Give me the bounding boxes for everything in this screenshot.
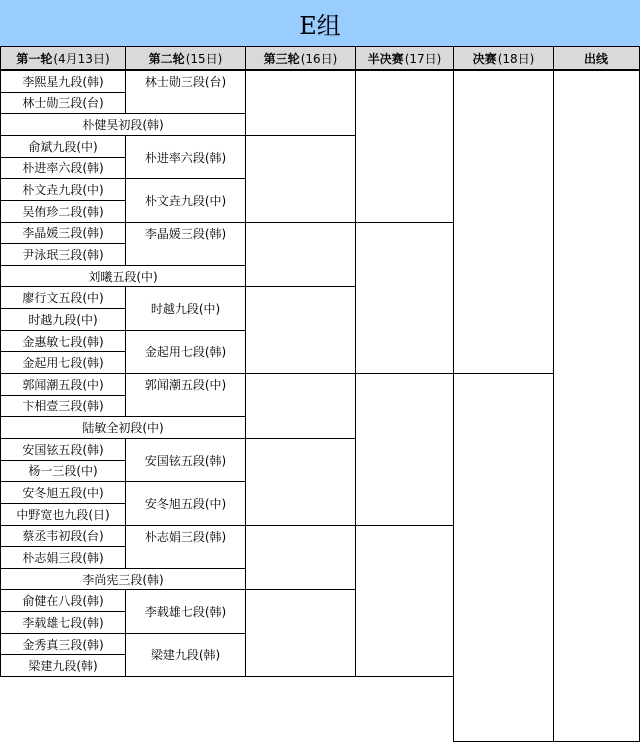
semifinal-cell (355, 373, 454, 526)
round3-cell (245, 70, 356, 136)
column-header-date: (15日) (185, 51, 223, 66)
player-cell: 金起用七段(韩) (0, 351, 126, 374)
winner-cell: 安国铉五段(韩) (125, 438, 246, 482)
column-header (453, 46, 554, 70)
group-title: E组 (0, 0, 640, 47)
column-header (0, 46, 126, 70)
round3-cell (245, 373, 356, 439)
player-cell: 梁建九段(韩) (0, 654, 126, 677)
column-header-title: 第二轮 (148, 51, 185, 66)
round3-cell (245, 438, 356, 526)
player-cell: 朴进率六段(韩) (0, 157, 126, 180)
column-header (355, 46, 454, 70)
bye-cell: 李尚宪三段(韩) (0, 568, 246, 591)
semifinal-cell (355, 525, 454, 678)
semifinal-cell (355, 222, 454, 375)
winner-cell: 李晶媛三段(韩) (125, 222, 246, 266)
player-cell: 俞健在八段(韩) (0, 589, 126, 612)
semifinal-cell (355, 70, 454, 223)
winner-cell: 李载雄七段(韩) (125, 589, 246, 633)
winner-cell: 时越九段(中) (125, 286, 246, 330)
column-header-title: 第三轮 (263, 51, 300, 66)
winner-cell: 朴文垚九段(中) (125, 178, 246, 222)
round3-cell (245, 286, 356, 374)
column-header-title: 第一轮 (16, 51, 53, 66)
column-header-date: (18日) (497, 51, 535, 66)
winner-cell: 林士勋三段(台) (125, 70, 246, 114)
player-cell: 时越九段(中) (0, 308, 126, 331)
winner-cell: 郭闻潮五段(中) (125, 373, 246, 417)
column-header (245, 46, 356, 70)
player-cell: 安国铉五段(韩) (0, 438, 126, 461)
player-cell: 林士勋三段(台) (0, 92, 126, 115)
player-cell: 金惠敏七段(韩) (0, 330, 126, 353)
player-cell: 金秀真三段(韩) (0, 633, 126, 656)
player-cell: 尹泳珉三段(韩) (0, 243, 126, 266)
column-header-title: 半决赛 (367, 51, 404, 66)
player-cell: 廖行文五段(中) (0, 286, 126, 309)
winner-cell: 朴志娟三段(韩) (125, 525, 246, 569)
final-cell (453, 373, 554, 742)
player-cell: 俞斌九段(中) (0, 135, 126, 158)
column-header (553, 46, 640, 70)
player-cell: 卞相壹三段(韩) (0, 395, 126, 418)
player-cell: 中野宽也九段(日) (0, 503, 126, 526)
round3-cell (245, 222, 356, 288)
player-cell: 李晶媛三段(韩) (0, 222, 126, 245)
round3-cell (245, 589, 356, 677)
player-cell: 吴侑珍二段(韩) (0, 200, 126, 223)
player-cell: 李载雄七段(韩) (0, 611, 126, 634)
player-cell: 安冬旭五段(中) (0, 481, 126, 504)
winner-cell: 朴进率六段(韩) (125, 135, 246, 179)
player-cell: 李熙星九段(韩) (0, 70, 126, 93)
bye-cell: 刘曦五段(中) (0, 265, 246, 288)
bye-cell: 朴健昊初段(韩) (0, 113, 246, 136)
final-cell (453, 70, 554, 374)
column-header-title: 决赛 (472, 51, 497, 66)
column-header-date: (16日) (300, 51, 338, 66)
player-cell: 杨一三段(中) (0, 460, 126, 483)
player-cell: 郭闻潮五段(中) (0, 373, 126, 396)
round3-cell (245, 525, 356, 591)
bye-cell: 陆敏全初段(中) (0, 416, 246, 439)
player-cell: 朴文垚九段(中) (0, 178, 126, 201)
player-cell: 蔡丞韦初段(台) (0, 525, 126, 548)
player-cell: 朴志娟三段(韩) (0, 546, 126, 569)
winner-cell: 金起用七段(韩) (125, 330, 246, 374)
winner-cell: 安冬旭五段(中) (125, 481, 246, 525)
qualify-cell (553, 70, 640, 742)
column-header (125, 46, 246, 70)
round3-cell (245, 135, 356, 223)
column-header-title: 出线 (583, 51, 608, 66)
column-header-date: (4月13日) (53, 51, 110, 66)
winner-cell: 梁建九段(韩) (125, 633, 246, 677)
column-header-date: (17日) (404, 51, 442, 66)
